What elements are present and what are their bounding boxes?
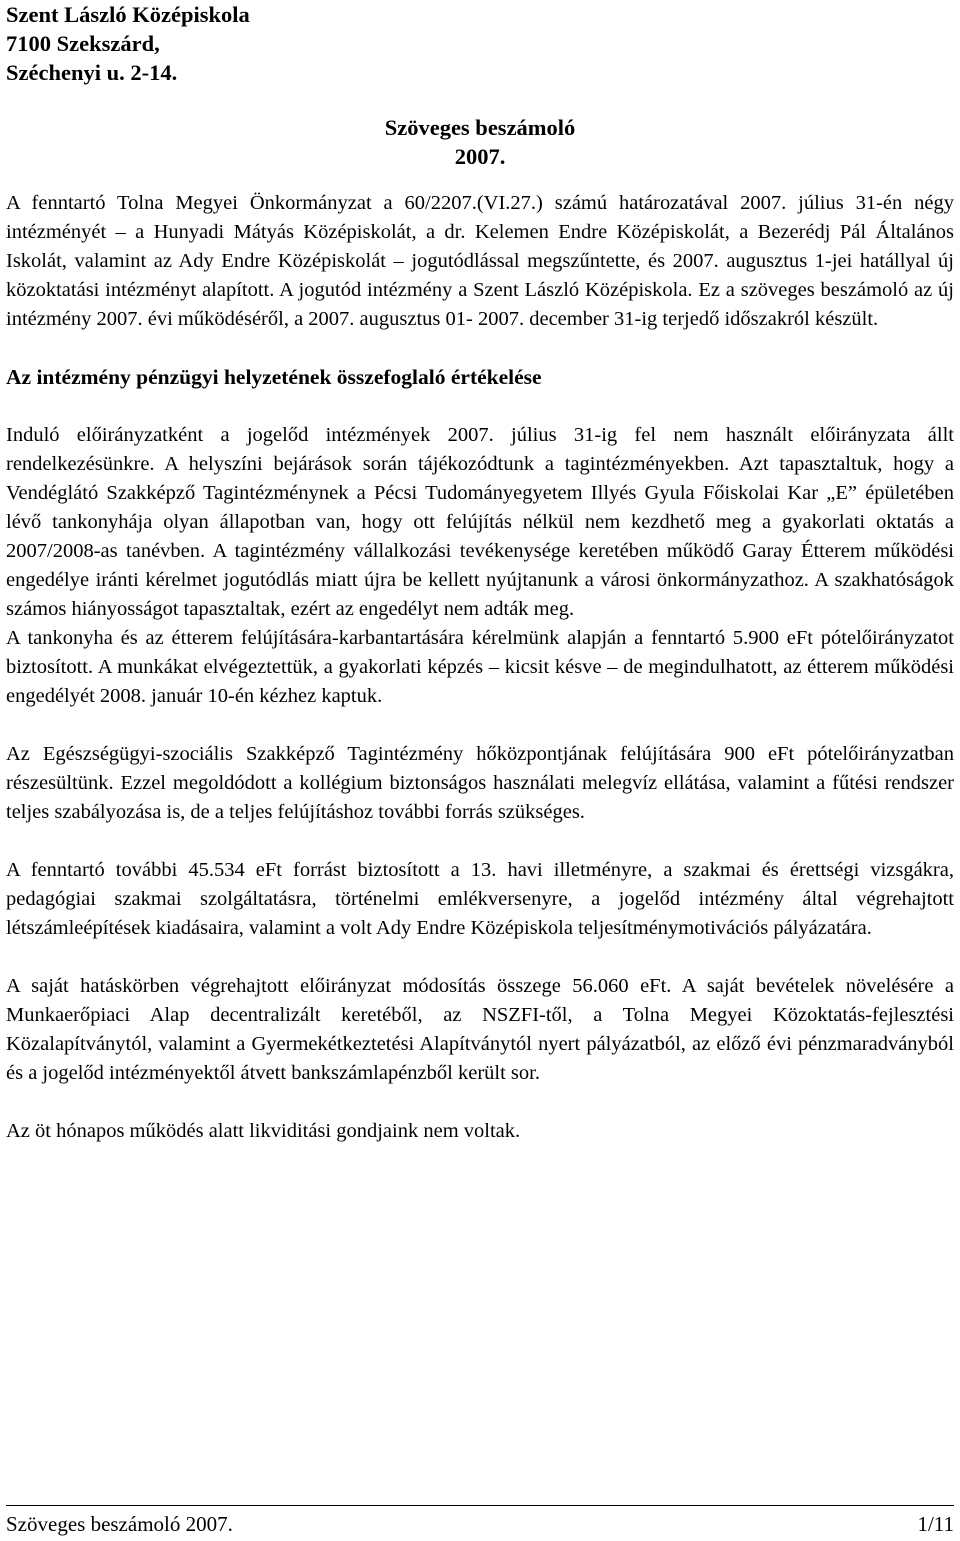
paragraph-6: Az öt hónapos működés alatt likviditási gondjaink nem voltak. — [6, 1120, 521, 1142]
org-city: 7100 Szekszárd, — [6, 31, 160, 56]
paragraph-2: A tankonyha és az étterem felújítására-karbantartására kérelmünk alapján a fenntartó 5.900 eFt pótelőirányzatot biztosított. A munkákat elvégeztettük, a gyakorlati képzés – kicsit késve – de megindulhatott, az étterem működési engedélyét 2008. január 10-én kézhez kaptuk. — [6, 627, 954, 707]
section-heading: Az intézmény pénzügyi helyzetének összefoglaló értékelése — [6, 365, 542, 389]
paragraph-4: A fenntartó további 45.534 eFt forrást biztosított a 13. havi illetményre, a szakmai és érettségi vizsgákra, pedagógiai szakmai szolgáltatásra, történelmi emlékversenyre, a jogelőd intézmény által végrehajtott létszámleépítések kiadásaira, valamint a volt Ady Endre Középiskola teljesítménymotivációs pályázatára. — [6, 859, 954, 939]
footer-title: Szöveges beszámoló 2007. — [6, 1512, 233, 1536]
page-footer — [6, 1505, 954, 1538]
org-name: Szent László Középiskola — [6, 2, 250, 27]
paragraph-5: A saját hatáskörben végrehajtott előirányzat módosítás összege 56.060 eFt. A saját bevételek növelésére a Munkaerőpiaci Alap decentralizált keretéből, az NSZFI-től, a Tolna Megyei Közoktatás-fejlesztési Közalapítványtól, valamint a Gyermekétkeztetési Alapítványtól nyert pályázatból, az előző évi pénzmaradványból és a jogelőd intézményektől átvett bankszámlapénzből került sor. — [6, 975, 954, 1084]
page-number: 1/11 — [917, 1512, 954, 1536]
paragraph-3: Az Egészségügyi-szociális Szakképző Tagintézmény hőközpontjának felújítására 900 eFt pótelőirányzatban részesültünk. Ezzel megoldódott a kollégium biztonságos használati melegvíz ellátása, valamint a fűtési rendszer teljes szabályozása is, de a teljes felújításhoz további forrás szükséges. — [6, 743, 954, 823]
document-title — [6, 113, 954, 171]
org-street: Széchenyi u. 2-14. — [6, 60, 178, 85]
title-line-2: 2007. — [454, 144, 506, 169]
title-line-1: Szöveges beszámoló — [384, 115, 576, 140]
paragraph-1: Induló előirányzatként a jogelőd intézmények 2007. július 31-ig fel nem használt előirányzata állt rendelkezésünkre. A helyszíni bejárások során tájékozódtunk a tagintézményekben. Azt tapasztaltuk, hogy a Vendéglátó Szakképző Tagintézménynek a Pécsi Tudományegyetem Illyés Gyula Főiskolai Kar „E” épületében lévő tankonyhája olyan állapotban van, hogy ott felújítás nélkül nem kezdhető meg a gyakorlati oktatás a 2007/2008-as tanévben. A tagintézmény vállalkozási tevékenysége keretében működő Garay Étterem működési engedélye iránti kérelmet jogutódlás miatt újra be kellett nyújtanunk a városi önkormányzathoz. A szakhatóságok számos hiányosságot tapasztaltak, ezért az engedélyt nem adták meg. — [6, 424, 954, 620]
organization-header — [6, 0, 954, 87]
document-page — [6, 0, 954, 1146]
intro-paragraph: A fenntartó Tolna Megyei Önkormányzat a 60/2207.(VI.27.) számú határozatával 2007. július 31-én négy intézményét – a Hunyadi Mátyás Középiskolát, a dr. Kelemen Endre Középiskolát, a Bezerédj Pál Általános Iskolát, valamint az Ady Endre Középiskolát – jogutódlással megszűntette, és 2007. augusztus 1-jei hatállyal új közoktatási intézményt alapított. A jogutód intézmény a Szent László Középiskola. Ez a szöveges beszámoló az új intézmény 2007. évi működéséről, a 2007. augusztus 01- 2007. december 31-ig terjedő időszakról készült. — [6, 192, 954, 330]
